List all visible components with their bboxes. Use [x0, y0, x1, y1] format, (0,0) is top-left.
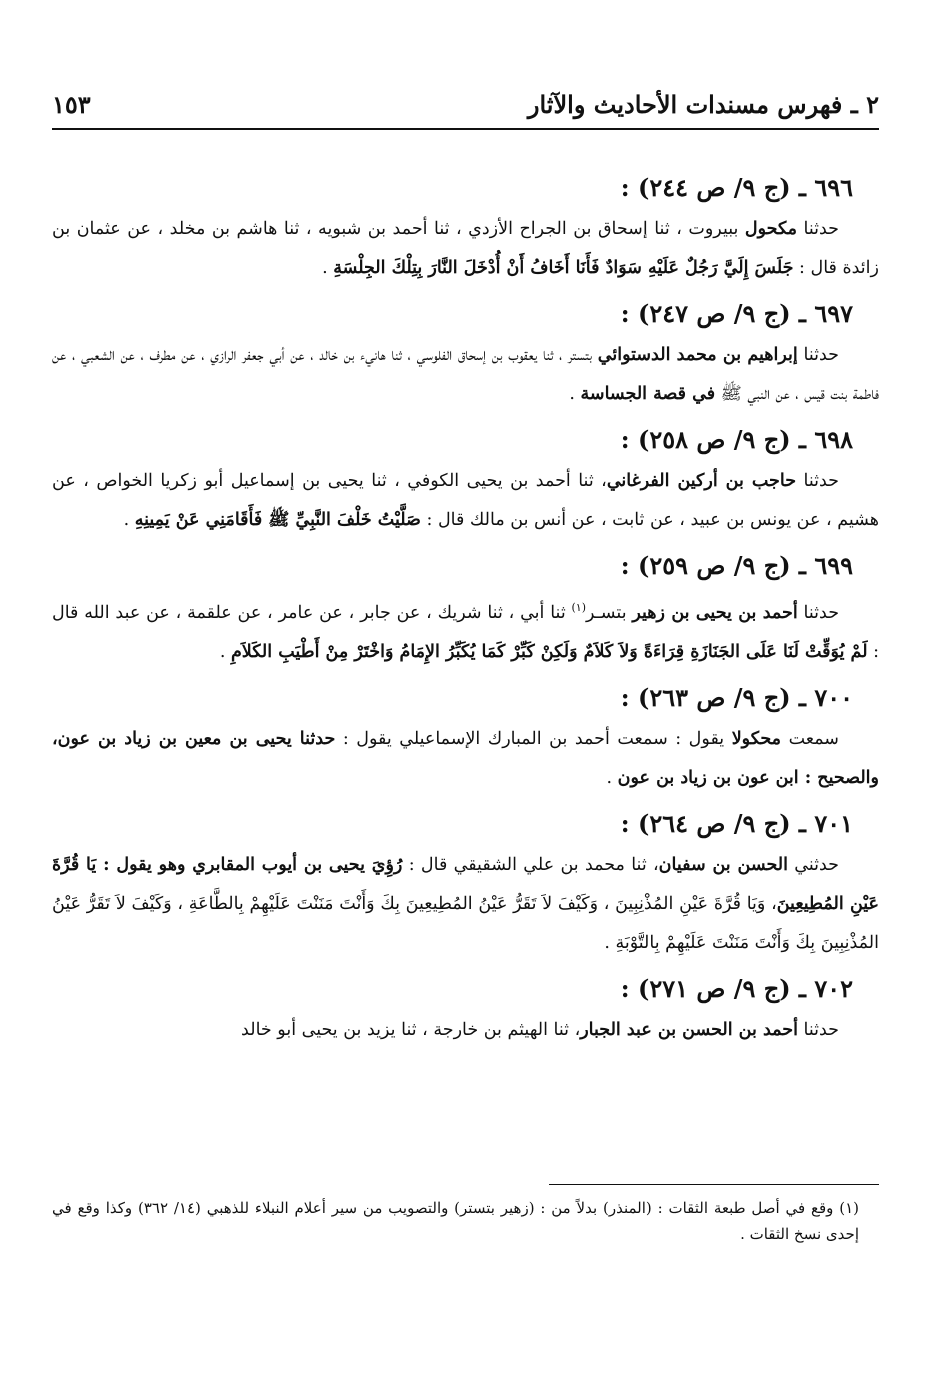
hadith-entry: [52, 420, 879, 540]
footnote-marker: (١): [571, 601, 587, 614]
bold-segment: جَلَسَ إِلَيَّ رَجُلٌ عَلَيْهِ سَوَادٌ فَأَنَا أَخَافُ أَنْ أُدْخَلَ النَّارَ بِتِلْكَ الجِلْسَةِ: [333, 258, 794, 278]
text-segment: ثنا أبي ، ثنا شريك ، عن جابر ، عن عامر ، عن علقمة ، عن عبد الله قال :: [52, 602, 879, 662]
page-header: [52, 88, 879, 130]
hadith-entry: [52, 546, 879, 672]
footnote-divider: [549, 1184, 879, 1185]
text-segment: ، وَيَا قُرَّةَ عَيْنِ المُذْنِبِينَ ، وَكَيْفَ لاَ تَقَرُّ عَيْنُ المُطِيعِينَ بِكَ وَأَنْتَ مَنَنْتَ عَلَيْهِمْ بِالطَّاعَةِ ، وَكَيْفَ لاَ تَقَرُّ عَيْنُ المُذْنِبِينَ بِكَ وَأَنْتَ مَنَنْتَ عَلَيْهِمْ بِالتَّوْبَةِ .: [52, 893, 879, 953]
entry-text: [52, 1011, 879, 1050]
bold-segment: رُؤِيَ يحيى بن أيوب المقابري وهو يقول : يَا قُرَّةَ عَيْنِ المُطِيعِينَ: [52, 854, 879, 914]
text-segment: بتسـر: [586, 602, 633, 623]
text-segment: .: [606, 767, 618, 788]
text-segment: حدثنا: [797, 602, 840, 623]
entry-text: [52, 846, 879, 963]
entry-text: [52, 336, 879, 414]
text-segment: ، ثنا محمد بن علي الشقيقي قال :: [402, 854, 659, 875]
bold-segment: صَلَّيْتُ خَلْفَ النَّبِيِّ ﷺ فَأَقَامَنِي عَنْ يَمِينِهِ: [134, 510, 421, 530]
bold-segment: محكولا: [731, 728, 782, 749]
page-number: ١٥٣: [52, 90, 91, 119]
hadith-entry: [52, 678, 879, 798]
entry-text: [52, 210, 879, 288]
bold-segment: الحسن بن سفيان: [658, 854, 788, 875]
entry-heading: ٦٩٩ ـ (ج ٩/ ص ٢٥٩) :: [620, 551, 853, 580]
text-segment: حدثني: [787, 854, 840, 875]
text-segment: سمعت: [781, 728, 839, 749]
entries-container: [52, 168, 879, 1050]
text-segment: حدثنا: [797, 345, 839, 365]
entry-text: [52, 720, 879, 798]
bold-segment: في قصة الجساسة: [580, 384, 716, 404]
bold-segment: إبراهيم بن محمد الدستوائي: [597, 345, 798, 365]
hadith-entry: [52, 969, 879, 1050]
bold-segment: لَمْ يُوَقِّتْ لَنَا عَلَى الجَنَازَةِ قِرَاءَةً وَلاَ كَلاَمٌ وَلَكِنْ كَبِّرْ كَمَا يُكَبِّرُ الإِمَامُ وَاخْتَرْ مِنْ أَطْيَبِ الكَلاَمِ: [230, 641, 868, 662]
entry-text: [52, 462, 879, 540]
text-segment: .: [569, 384, 581, 404]
bold-segment: مكحول: [744, 219, 797, 239]
text-segment: .: [123, 510, 135, 530]
text-segment: حدثنا: [796, 471, 839, 491]
running-title: ٢ ـ فهرس مسندات الأحاديث والآثار: [527, 90, 879, 119]
text-segment: ، ثنا أحمد بن يحيى الكوفي ، ثنا يحيى بن إسماعيل أبو زكريا الخواص ، عن هشيم ، عن يونس بن عبيد ، عن ثابت ، عن أنس بن مالك قال :: [52, 471, 879, 530]
entry-heading: ٧٠١ ـ (ج ٩/ ص ٢٦٤) :: [620, 808, 853, 838]
entry-heading: ٦٩٨ ـ (ج ٩/ ص ٢٥٨) :: [620, 425, 853, 454]
hadith-entry: [52, 168, 879, 288]
text-segment: .: [219, 641, 231, 662]
text-segment: .: [322, 258, 334, 278]
entry-heading: ٧٠٠ ـ (ج ٩/ ص ٢٦٣) :: [620, 682, 853, 712]
bold-segment: حدثنا يحيى بن معين بن زياد بن عون، والصحيح : ابن عون بن زياد بن عون: [52, 728, 879, 788]
text-segment: حدثنا: [797, 1019, 839, 1040]
text-segment: ، ثنا الهيثم بن خارجة ، ثنا يزيد بن يحيى أبو خالد: [241, 1019, 581, 1040]
text-segment: ببيروت ، ثنا إسحاق بن الجراح الأزدي ، ثنا أحمد بن شبويه ، ثنا هاشم بن مخلد ، عن عثمان بن زائدة قال :: [52, 219, 879, 278]
bold-segment: أحمد بن الحسن بن عبد الجبار: [580, 1019, 798, 1040]
hadith-index-list: [52, 168, 879, 1056]
entry-heading: ٧٠٢ ـ (ج ٩/ ص ٢٧١) :: [620, 973, 853, 1003]
hadith-entry: [52, 804, 879, 963]
bold-segment: أحمد بن يحيى بن زهير: [632, 602, 798, 623]
hadith-entry: [52, 294, 879, 414]
text-segment: حدثنا: [796, 219, 839, 239]
entry-heading: ٦٩٧ ـ (ج ٩/ ص ٢٤٧) :: [620, 299, 853, 328]
bold-segment: حاجب بن أركين الفرغاني: [606, 471, 797, 491]
footnotes: [52, 1184, 879, 1247]
text-segment: بتستر ، ثنا يعقوب بن إسحاق الفلوسي ، ثنا هانيء بن خالد ، عن أبي جعفر الرازي ، عن مطرف ، عن الشعبي ، عن فاطمة بنت قيس ، عن النبي ﷺ: [52, 345, 879, 404]
footnote: (١) وقع في أصل طبعة الثقات : (المنذر) بدلاً من : (زهير بتستر) والتصويب من سير أعلام النبلاء للذهبي (١٤/ ٣٦٢) وكذا وقع في إحدى نسخ الثقات .: [52, 1199, 859, 1243]
entry-heading: ٦٩٦ ـ (ج ٩/ ص ٢٤٤) :: [620, 173, 853, 202]
entry-text: [52, 588, 879, 672]
text-segment: يقول : سمعت أحمد بن المبارك الإسماعيلي يقول :: [335, 728, 732, 749]
